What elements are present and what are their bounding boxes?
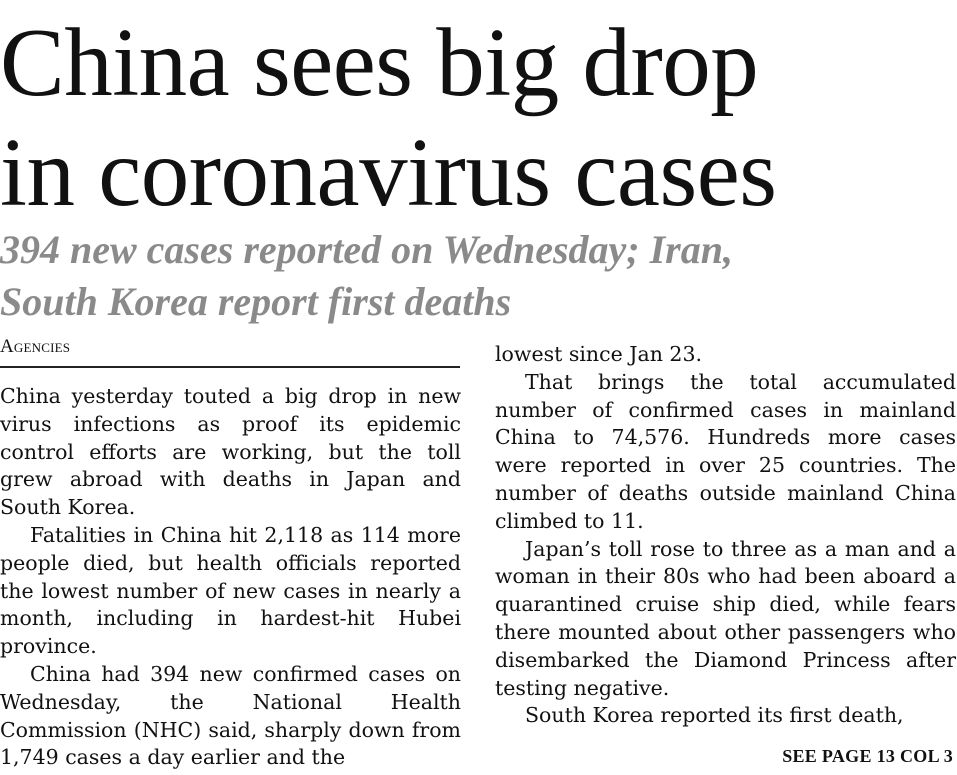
headline-line-2: in coronavirus cases (0, 119, 777, 226)
subheadline-line-1: 394 new cases reported on Wednesday; Iran, (0, 227, 733, 272)
subheadline (0, 224, 957, 328)
article-column-right (495, 341, 956, 730)
article-paragraph: Japan’s toll rose to three as a man and a woman in their 80s who had been aboard a quarantined cruise ship died, while fears there mounted about other passengers who disembarked the Diamond Princess after testing negative. (495, 536, 956, 700)
byline-divider (0, 366, 460, 368)
article-paragraph: China yesterday touted a big drop in new virus infections as proof its epidemic control efforts are working, but the toll grew abroad with deaths in Japan and South Korea. (0, 384, 461, 520)
article-paragraph: Fatalities in China hit 2,118 as 114 more people died, but health officials reported the lowest number of new cases in nearly a month, including in hardest-hit Hubei province. (0, 522, 461, 659)
byline: Agencies (0, 336, 71, 357)
headline (0, 8, 957, 228)
headline-line-1: China sees big drop (0, 9, 759, 116)
subheadline-line-2: South Korea report first deaths (0, 279, 512, 324)
article-column-left (0, 383, 461, 772)
continuation-reference: SEE PAGE 13 COL 3 (782, 746, 953, 766)
article-paragraph: That brings the total accumulated number of confirmed cases in mainland China to 74,576. Hundreds more cases were reported in over 25 countries. The number of deaths outside mainland China climbed to 11. (495, 369, 956, 533)
article-paragraph: China had 394 new confirmed cases on Wednesday, the National Health Commission (NHC) said, sharply down from 1,749 cases a day earlier and the (0, 661, 461, 770)
article-paragraph: South Korea reported its first death, (525, 703, 904, 728)
article-paragraph: lowest since Jan 23. (495, 342, 703, 366)
